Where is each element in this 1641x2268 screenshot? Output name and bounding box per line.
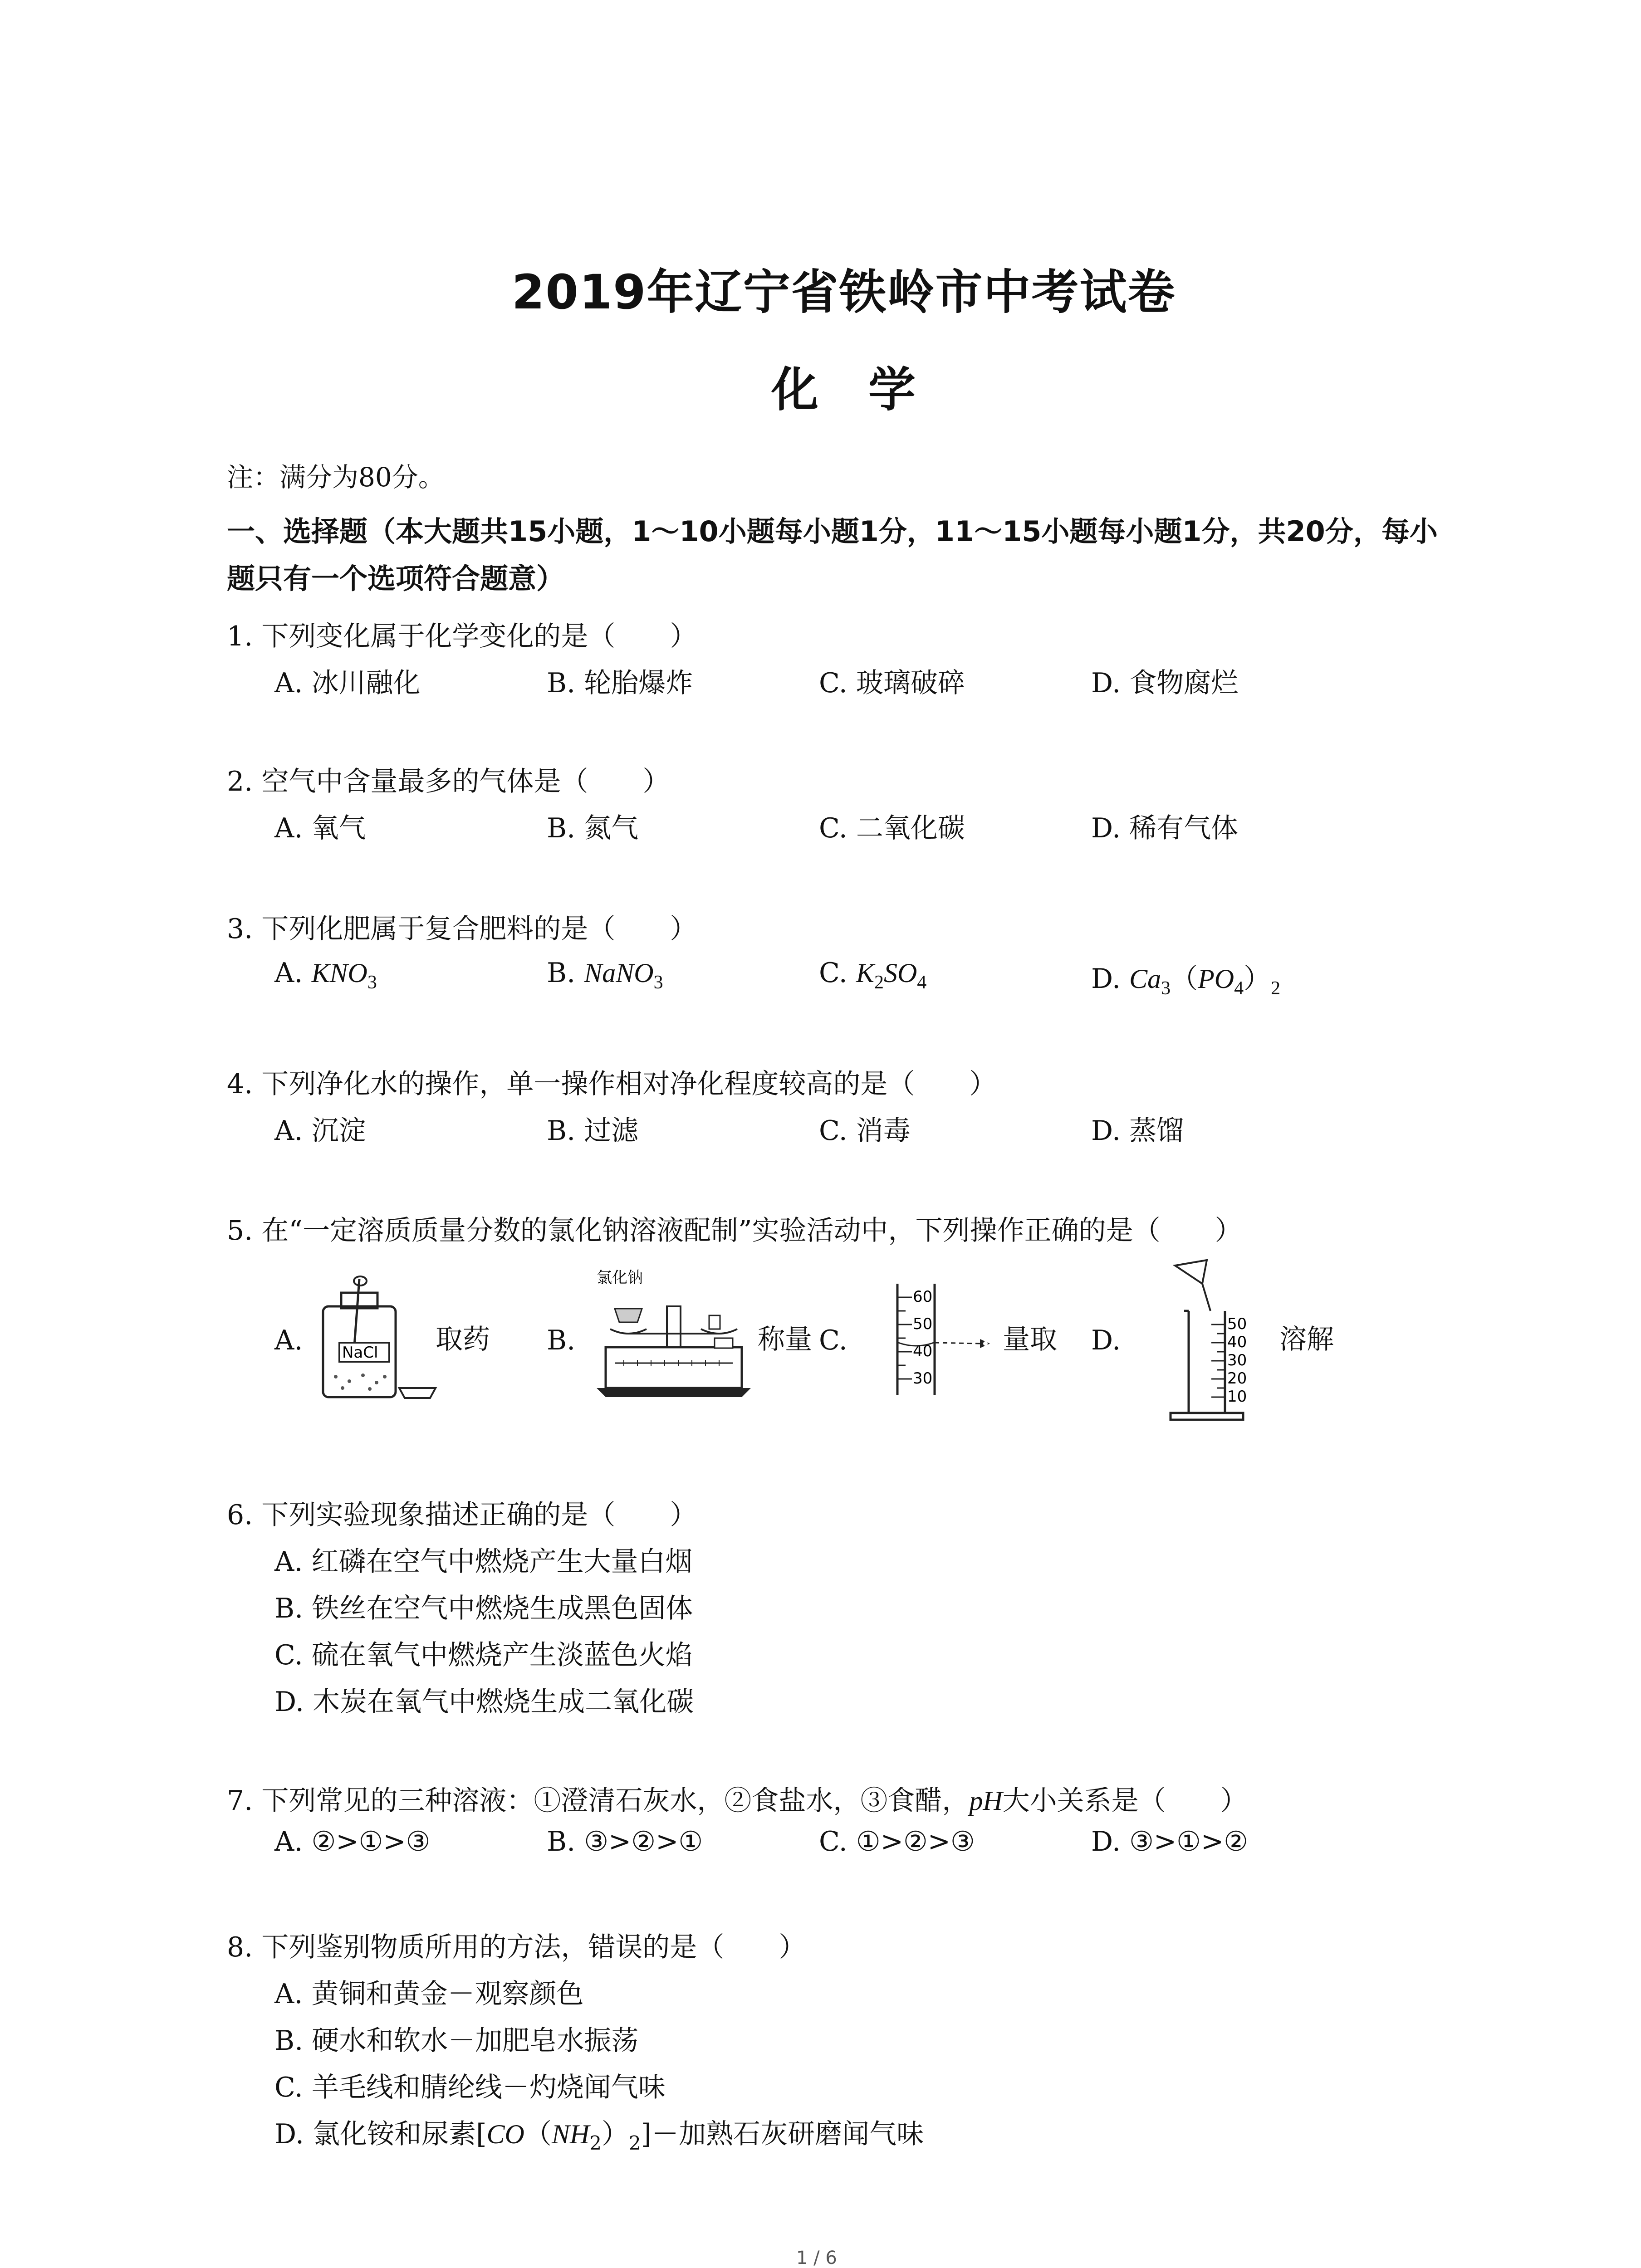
exam-title: 2019年辽宁省铁岭市中考试卷 bbox=[512, 264, 1176, 320]
q3-option-d bbox=[1091, 957, 1280, 999]
salt-label: 氯化钠 bbox=[597, 1269, 643, 1287]
formula-kno3 bbox=[311, 958, 377, 993]
q3-option-b bbox=[547, 957, 663, 993]
q5-option-b-label: 称量 bbox=[758, 1324, 812, 1355]
q1-option-c: C. 玻璃破碎 bbox=[819, 667, 965, 699]
page-number: 1 / 6 bbox=[796, 2248, 837, 2268]
formula-subscript: 2 bbox=[628, 2132, 641, 2154]
tick-label: 40 bbox=[1227, 1333, 1247, 1351]
q2-option-b: B. 氮气 bbox=[547, 812, 639, 844]
q2-option-c: C. 二氧化碳 bbox=[819, 812, 965, 844]
tick-label: 20 bbox=[1227, 1369, 1247, 1388]
q5-option-c-letter: C. bbox=[819, 1325, 847, 1356]
q6-option-d: D. 木炭在氧气中燃烧生成二氧化碳 bbox=[274, 1686, 694, 1718]
question-3: 3. 下列化肥属于复合肥料的是（ ） bbox=[227, 913, 697, 945]
tick-label: 50 bbox=[913, 1315, 933, 1333]
formula-subscript: 4 bbox=[917, 972, 927, 993]
q5-option-b-letter: B. bbox=[547, 1325, 576, 1356]
formula-subscript: 2 bbox=[874, 972, 884, 993]
ph-symbol: pH bbox=[969, 1786, 1003, 1816]
option-letter: C. bbox=[819, 957, 847, 989]
q5-option-d-label: 溶解 bbox=[1279, 1324, 1334, 1355]
q8-option-d bbox=[274, 2112, 924, 2154]
tick-label: 30 bbox=[1227, 1351, 1247, 1369]
formula-part: KNO bbox=[311, 958, 367, 988]
formula-paren: ） bbox=[601, 2118, 629, 2150]
q6-option-b: B. 铁丝在空气中燃烧生成黑色固体 bbox=[274, 1593, 693, 1624]
formula-nano3 bbox=[584, 958, 663, 993]
tick-label: 40 bbox=[913, 1342, 933, 1360]
q8-option-a: A. 黄铜和黄金－观察颜色 bbox=[274, 1978, 584, 2010]
q8-option-c: C. 羊毛线和腈纶线－灼烧闻气味 bbox=[274, 2072, 666, 2103]
q2-option-d: D. 稀有气体 bbox=[1091, 812, 1239, 844]
formula-paren: （ bbox=[1171, 964, 1198, 994]
score-note: 注：满分为80分。 bbox=[227, 462, 445, 493]
formula-part: SO bbox=[883, 958, 917, 988]
formula-k2so4 bbox=[856, 958, 927, 993]
formula-subscript: 3 bbox=[653, 972, 663, 993]
formula-part: K bbox=[856, 958, 874, 988]
q7-option-a: A. ②>①>③ bbox=[274, 1826, 431, 1857]
q7-stem-before: 7. 下列常见的三种溶液：①澄清石灰水，②食盐水，③食醋， bbox=[227, 1785, 970, 1817]
q1-option-b: B. 轮胎爆炸 bbox=[547, 667, 693, 699]
q5-option-a-letter: A. bbox=[274, 1325, 303, 1356]
question-5: 5. 在“一定溶质质量分数的氯化钠溶液配制”实验活动中，下列操作正确的是（ ） bbox=[227, 1215, 1242, 1246]
option-letter: A. bbox=[274, 957, 303, 989]
q2-option-a: A. 氧气 bbox=[274, 812, 366, 844]
q5-option-c-label: 量取 bbox=[1003, 1324, 1057, 1355]
formula-paren: ） bbox=[1244, 964, 1271, 994]
q4-option-b: B. 过滤 bbox=[547, 1115, 639, 1147]
q8d-prefix: D. 氯化铵和尿素[ bbox=[274, 2118, 487, 2150]
tick-label: 30 bbox=[913, 1369, 933, 1388]
option-letter: B. bbox=[547, 957, 576, 989]
tick-label: 50 bbox=[1227, 1315, 1247, 1333]
q7-option-c: C. ①>②>③ bbox=[819, 1826, 975, 1857]
reagent-bottle-figure bbox=[313, 1275, 440, 1406]
q3-option-a bbox=[274, 957, 377, 993]
formula-ca3po42 bbox=[1129, 964, 1281, 999]
q1-option-d: D. 食物腐烂 bbox=[1091, 667, 1239, 699]
section-heading: 一、选择题（本大题共15小题，1～10小题每小题1分，11～15小题每小题1分，共20分，每小题只有一个选项符合题意） bbox=[227, 515, 1438, 595]
tick-label: 60 bbox=[913, 1288, 933, 1306]
question-8: 8. 下列鉴别物质所用的方法，错误的是（ ） bbox=[227, 1931, 806, 1963]
formula-subscript: 2 bbox=[1271, 978, 1281, 999]
option-letter: D. bbox=[1091, 963, 1121, 995]
question-6: 6. 下列实验现象描述正确的是（ ） bbox=[227, 1499, 697, 1531]
formula-subscript: 4 bbox=[1234, 978, 1244, 999]
q4-option-d: D. 蒸馏 bbox=[1091, 1115, 1184, 1147]
formula-part: NaNO bbox=[584, 958, 654, 988]
graduated-cylinder-reading-figure bbox=[889, 1279, 1021, 1402]
formula-paren: （ bbox=[524, 2118, 552, 2150]
q7-option-b: B. ③>②>① bbox=[547, 1826, 703, 1857]
formula-part: Ca bbox=[1129, 964, 1161, 994]
question-1: 1. 下列变化属于化学变化的是（ ） bbox=[227, 621, 697, 652]
q4-option-a: A. 沉淀 bbox=[274, 1115, 366, 1147]
formula-part: CO bbox=[486, 2119, 524, 2149]
q4-option-c: C. 消毒 bbox=[819, 1115, 911, 1147]
q5-option-a-label: 取药 bbox=[436, 1324, 490, 1355]
formula-part: PO bbox=[1198, 964, 1234, 994]
formula-part: NH bbox=[551, 2119, 590, 2149]
nacl-label: NaCl bbox=[342, 1344, 378, 1362]
q7-stem-after: 大小关系是（ ） bbox=[1002, 1785, 1248, 1817]
question-2: 2. 空气中含量最多的气体是（ ） bbox=[227, 766, 670, 797]
subject-title: 化学 bbox=[771, 362, 966, 417]
balance-figure bbox=[588, 1266, 760, 1402]
q8-option-b: B. 硬水和软水－加肥皂水振荡 bbox=[274, 2025, 639, 2057]
dissolve-in-cylinder-figure bbox=[1157, 1256, 1275, 1429]
formula-subscript: 2 bbox=[589, 2132, 602, 2154]
q5-option-d-letter: D. bbox=[1091, 1325, 1121, 1356]
q3-option-c bbox=[819, 957, 926, 993]
formula-subscript: 3 bbox=[367, 972, 377, 993]
q6-option-a: A. 红磷在空气中燃烧产生大量白烟 bbox=[274, 1546, 693, 1578]
q6-option-c: C. 硫在氧气中燃烧产生淡蓝色火焰 bbox=[274, 1639, 693, 1671]
formula-subscript: 3 bbox=[1161, 978, 1171, 999]
q8d-suffix: ]－加熟石灰研磨闻气味 bbox=[641, 2118, 924, 2150]
q1-option-a: A. 冰川融化 bbox=[274, 667, 421, 699]
q7-option-d: D. ③>①>② bbox=[1091, 1826, 1249, 1857]
tick-label: 10 bbox=[1227, 1388, 1247, 1406]
question-4: 4. 下列净化水的操作，单一操作相对净化程度较高的是（ ） bbox=[227, 1068, 997, 1100]
question-7 bbox=[227, 1779, 1248, 1818]
